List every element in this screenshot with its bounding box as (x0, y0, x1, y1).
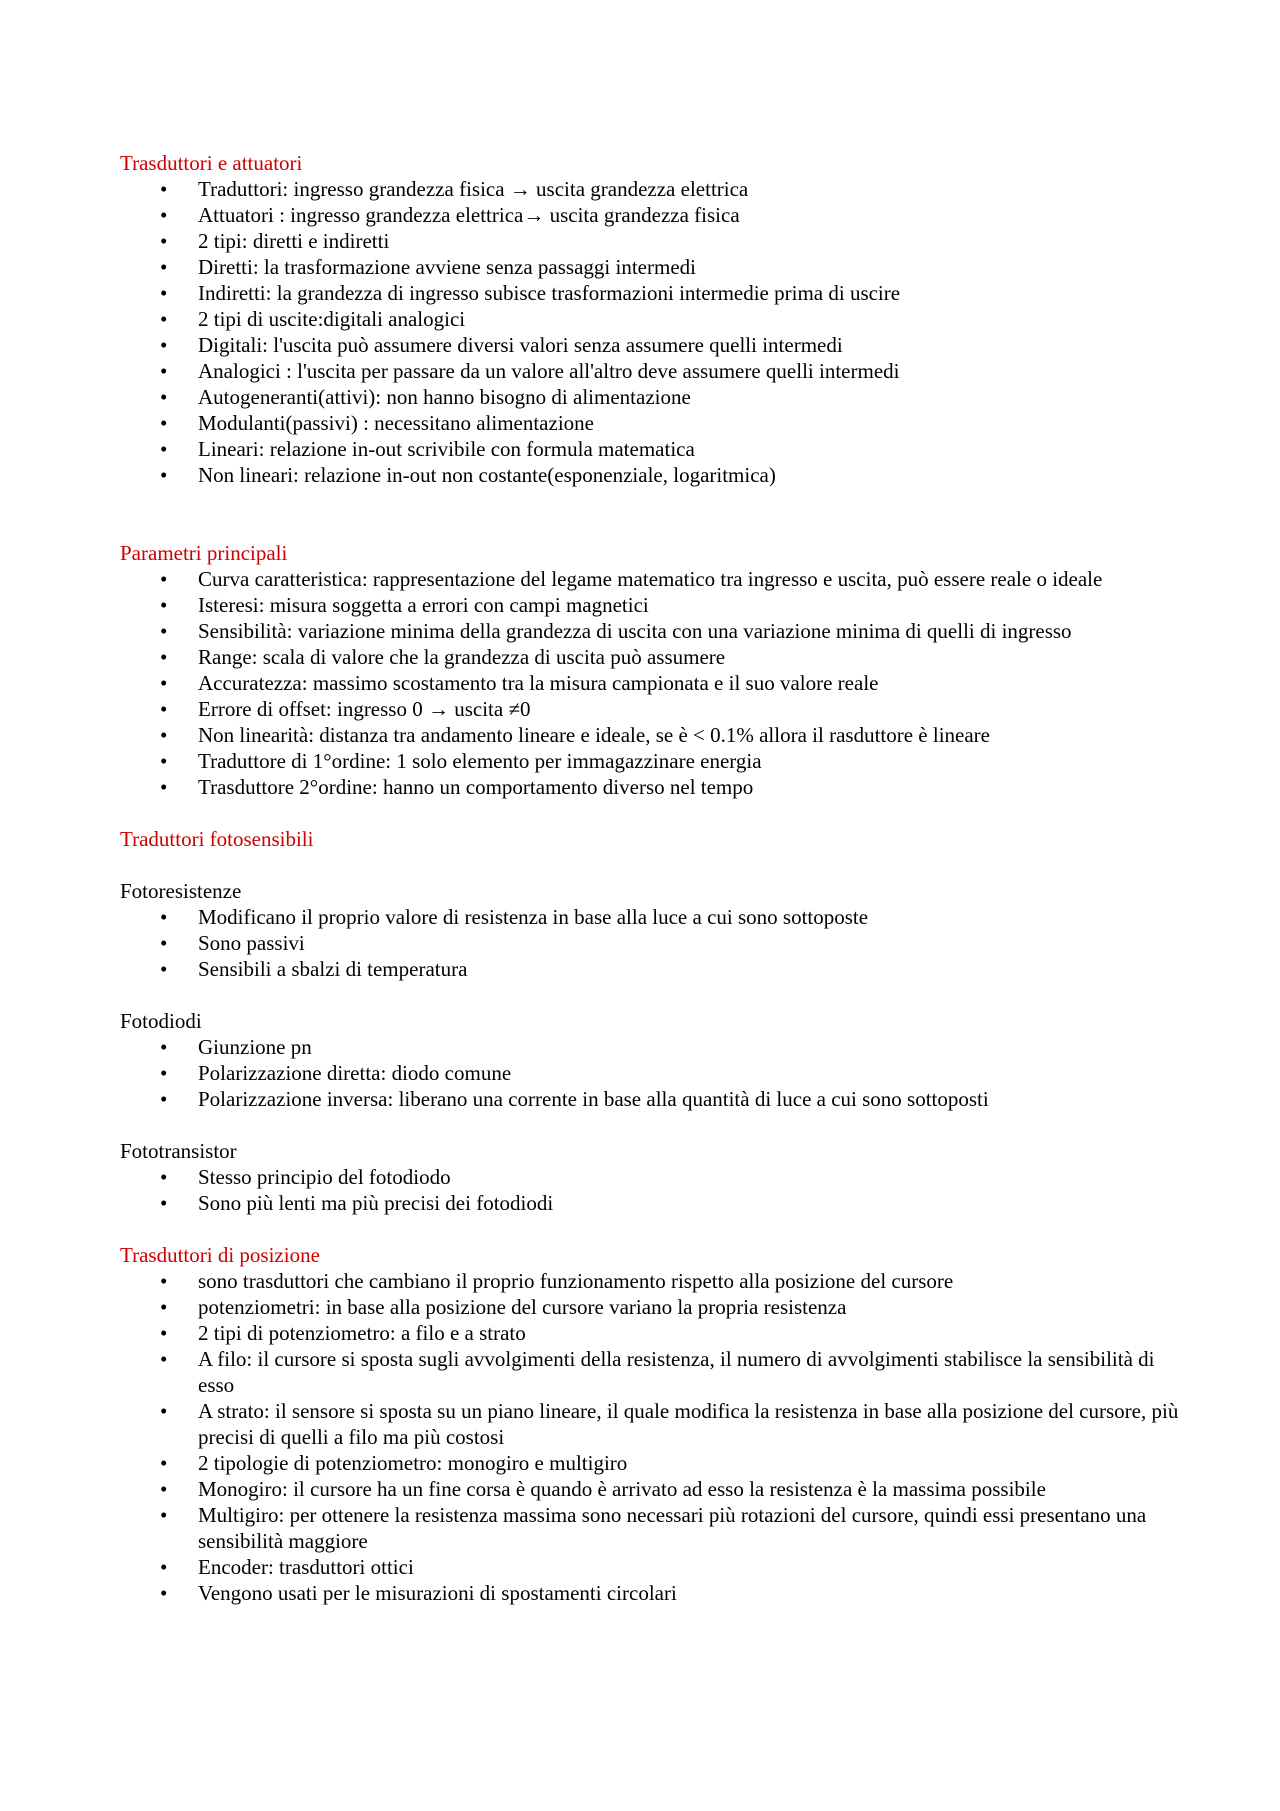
bullet-icon: • (160, 1295, 168, 1319)
bullet-icon: • (160, 593, 168, 617)
list-item: • 2 tipi: diretti e indiretti (160, 229, 390, 253)
section-heading-traduttori-fotosensibili: Traduttori fotosensibili (120, 827, 314, 851)
section-heading-trasduttori-posizione: Trasduttori di posizione (120, 1243, 320, 1267)
list-item: • Modulanti(passivi) : necessitano alimentazione (160, 411, 594, 435)
bullet-icon: • (160, 333, 168, 357)
bullet-icon: • (160, 1269, 168, 1293)
bullet-icon: • (160, 255, 168, 279)
bullet-icon: • (160, 1477, 168, 1501)
list-item: • Non lineari: relazione in-out non costante(esponenziale, logaritmica) (160, 463, 776, 487)
bullet-icon: • (160, 307, 168, 331)
list-item: • Isteresi: misura soggetta a errori con campi magnetici (160, 593, 649, 617)
list-item: • Traduttore di 1°ordine: 1 solo elemento per immagazzinare energia (160, 749, 762, 773)
spacer (120, 982, 1180, 1008)
list-item: • Multigiro: per ottenere la resistenza massima sono necessari più rotazioni del cursore, quindi essi presentano una sensibilità maggiore (160, 1503, 1147, 1553)
list-item: • Encoder: trasduttori ottici (160, 1555, 414, 1579)
bullet-list-fotodiodi (120, 1034, 1180, 1112)
bullet-icon: • (160, 567, 168, 591)
list-item: • Diretti: la trasformazione avviene senza passaggi intermedi (160, 255, 696, 279)
bullet-icon: • (160, 203, 168, 227)
bullet-icon: • (160, 1451, 168, 1475)
bullet-icon: • (160, 1321, 168, 1345)
bullet-icon: • (160, 281, 168, 305)
section-heading-trasduttori-attuatori: Trasduttori e attuatori (120, 151, 303, 175)
bullet-icon: • (160, 1191, 168, 1215)
bullet-icon: • (160, 697, 168, 721)
list-item: • Errore di offset: ingresso 0 → uscita ≠0 (160, 697, 531, 721)
list-item: • Monogiro: il cursore ha un fine corsa è quando è arrivato ad esso la resistenza è la massima possibile (160, 1477, 1046, 1501)
list-item: • Curva caratteristica: rappresentazione del legame matematico tra ingresso e uscita, può essere reale o ideale (160, 567, 1103, 591)
bullet-icon: • (160, 931, 168, 955)
list-item: • sono trasduttori che cambiano il proprio funzionamento rispetto alla posizione del cursore (160, 1269, 954, 1293)
bullet-icon: • (160, 229, 168, 253)
list-item: • Vengono usati per le misurazioni di spostamenti circolari (160, 1581, 677, 1605)
list-item: • A strato: il sensore si sposta su un piano lineare, il quale modifica la resistenza in base alla posizione del cursore, più precisi di quelli a filo ma più costosi (160, 1399, 1179, 1449)
bullet-icon: • (160, 775, 168, 799)
bullet-list-fototransistor (120, 1164, 1180, 1216)
bullet-list-trasduttori-attuatori (120, 176, 1180, 488)
spacer (120, 800, 1180, 826)
subsection-heading-fotoresistenze: Fotoresistenze (120, 879, 242, 903)
bullet-icon: • (160, 1581, 168, 1605)
list-item: • Sono più lenti ma più precisi dei fotodiodi (160, 1191, 554, 1215)
bullet-icon: • (160, 905, 168, 929)
list-item: • Range: scala di valore che la grandezza di uscita può assumere (160, 645, 726, 669)
bullet-icon: • (160, 1347, 168, 1371)
bullet-icon: • (160, 463, 168, 487)
bullet-icon: • (160, 1061, 168, 1085)
list-item: • 2 tipologie di potenziometro: monogiro e multigiro (160, 1451, 628, 1475)
bullet-icon: • (160, 1087, 168, 1111)
list-item: • Non linearità: distanza tra andamento lineare e ideale, se è < 0.1% allora il rasduttore è lineare (160, 723, 990, 747)
list-item: • 2 tipi di potenziometro: a filo e a strato (160, 1321, 526, 1345)
bullet-icon: • (160, 1399, 168, 1423)
bullet-icon: • (160, 177, 168, 201)
list-item: • Lineari: relazione in-out scrivibile con formula matematica (160, 437, 695, 461)
list-item: • Polarizzazione diretta: diodo comune (160, 1061, 512, 1085)
bullet-icon: • (160, 749, 168, 773)
spacer (120, 852, 1180, 878)
bullet-list-trasduttori-posizione (120, 1268, 1180, 1606)
bullet-icon: • (160, 385, 168, 409)
list-item: • Digitali: l'uscita può assumere diversi valori senza assumere quelli intermedi (160, 333, 843, 357)
list-item: • Traduttori: ingresso grandezza fisica → uscita grandezza elettrica (160, 177, 749, 201)
bullet-list-fotoresistenze (120, 904, 1180, 982)
subsection-heading-fotodiodi: Fotodiodi (120, 1009, 202, 1033)
bullet-icon: • (160, 957, 168, 981)
list-item: • Accuratezza: massimo scostamento tra la misura campionata e il suo valore reale (160, 671, 879, 695)
spacer (120, 488, 1180, 540)
list-item: • Sensibili a sbalzi di temperatura (160, 957, 468, 981)
list-item: • Indiretti: la grandezza di ingresso subisce trasformazioni intermedie prima di uscire (160, 281, 901, 305)
bullet-icon: • (160, 723, 168, 747)
list-item: • Sensibilità: variazione minima della grandezza di uscita con una variazione minima di quelli di ingresso (160, 619, 1072, 643)
bullet-icon: • (160, 671, 168, 695)
bullet-icon: • (160, 359, 168, 383)
bullet-icon: • (160, 1503, 168, 1527)
section-heading-parametri-principali: Parametri principali (120, 541, 288, 565)
spacer (120, 1112, 1180, 1138)
bullet-icon: • (160, 1555, 168, 1579)
list-item: • Attuatori : ingresso grandezza elettrica→ uscita grandezza fisica (160, 203, 740, 227)
list-item: • 2 tipi di uscite:digitali analogici (160, 307, 466, 331)
list-item: • Polarizzazione inversa: liberano una corrente in base alla quantità di luce a cui sono sottoposti (160, 1087, 989, 1111)
bullet-icon: • (160, 437, 168, 461)
bullet-icon: • (160, 1035, 168, 1059)
subsection-heading-fototransistor: Fototransistor (120, 1139, 237, 1163)
list-item: • Stesso principio del fotodiodo (160, 1165, 451, 1189)
list-item: • A filo: il cursore si sposta sugli avvolgimenti della resistenza, il numero di avvolgimenti stabilisce la sensibilità di esso (160, 1347, 1155, 1397)
list-item: • Analogici : l'uscita per passare da un valore all'altro deve assumere quelli intermedi (160, 359, 900, 383)
bullet-list-parametri-principali (120, 566, 1180, 800)
bullet-icon: • (160, 645, 168, 669)
list-item: • Sono passivi (160, 931, 305, 955)
spacer (120, 1216, 1180, 1242)
list-item: • Modificano il proprio valore di resistenza in base alla luce a cui sono sottoposte (160, 905, 869, 929)
bullet-icon: • (160, 411, 168, 435)
bullet-icon: • (160, 619, 168, 643)
list-item: • Giunzione pn (160, 1035, 312, 1059)
list-item: • Autogeneranti(attivi): non hanno bisogno di alimentazione (160, 385, 691, 409)
bullet-icon: • (160, 1165, 168, 1189)
list-item: • Trasduttore 2°ordine: hanno un comportamento diverso nel tempo (160, 775, 754, 799)
list-item: • potenziometri: in base alla posizione del cursore variano la propria resistenza (160, 1295, 847, 1319)
